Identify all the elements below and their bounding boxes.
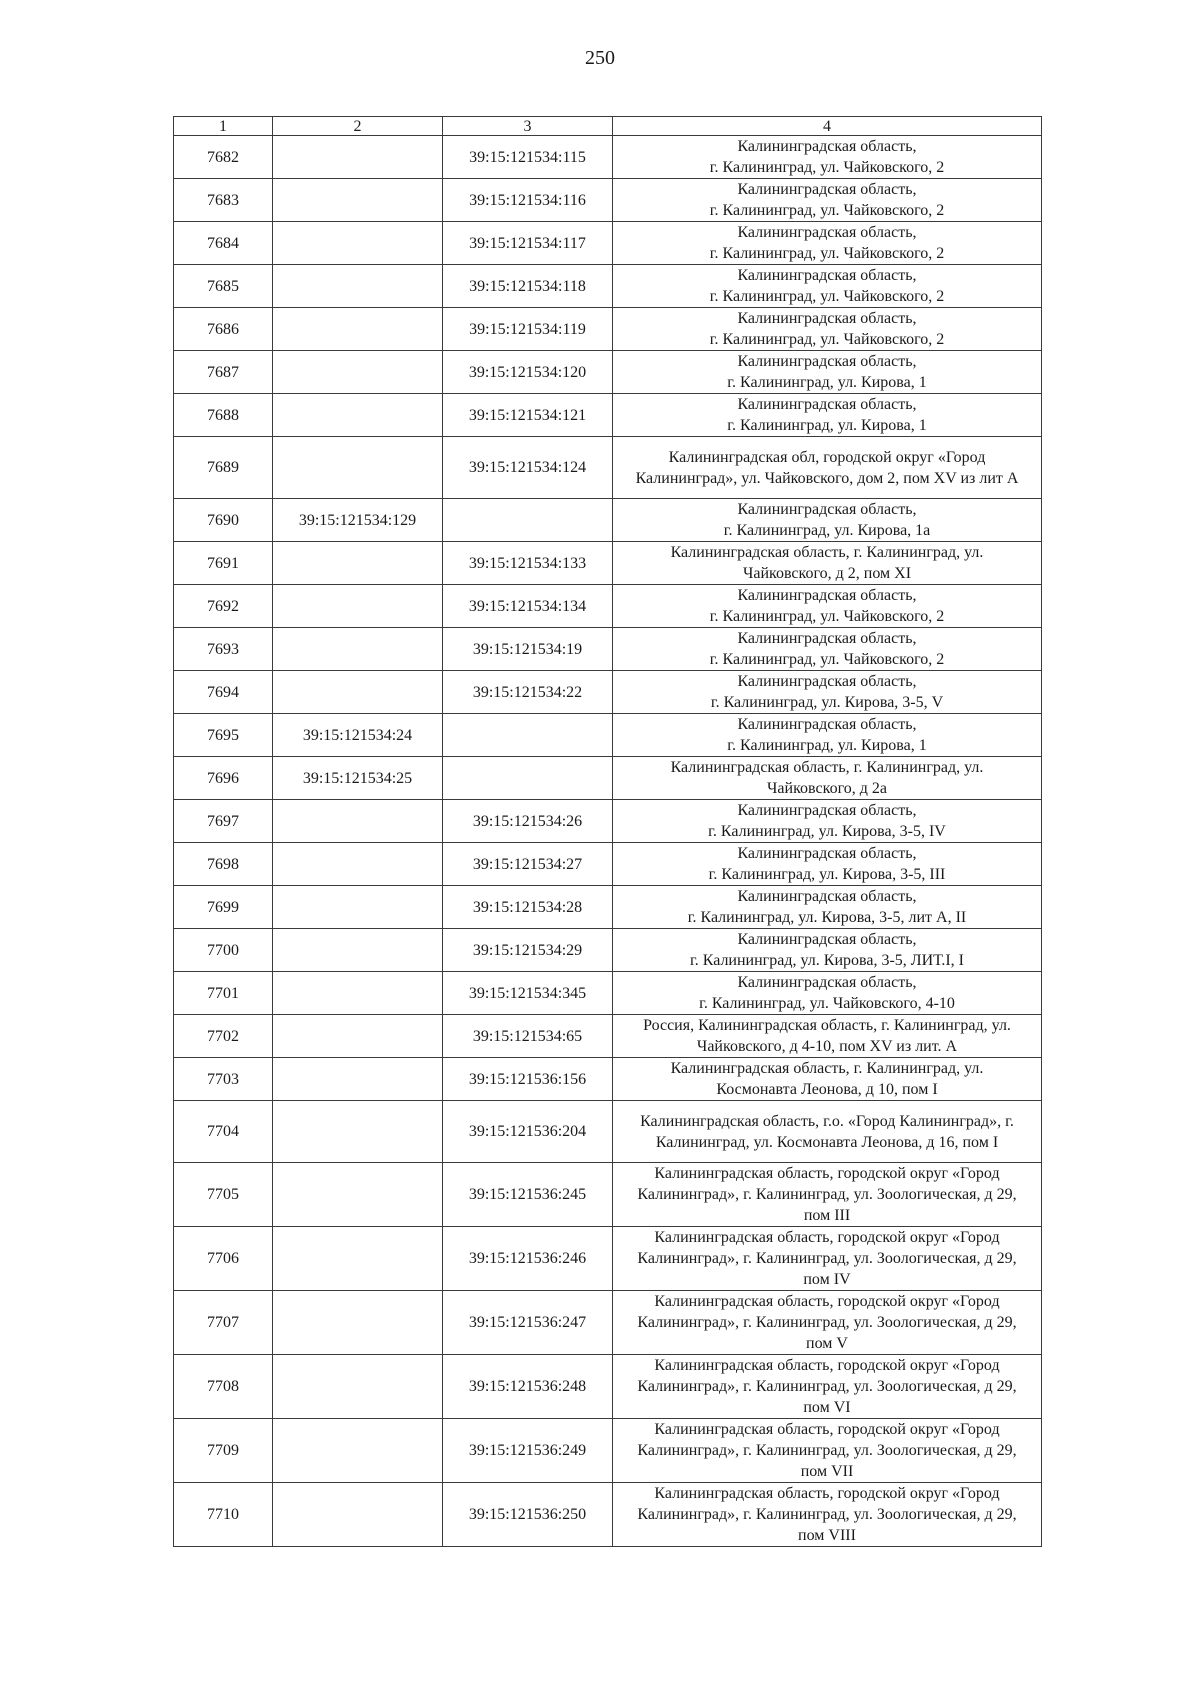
- address-line: пом VII: [800, 1463, 854, 1480]
- address-line: Калининград», г. Калининград, ул. Зоологическая, д 29,: [637, 1186, 1017, 1203]
- row-number-cell: 7694: [174, 671, 273, 714]
- column-2-cell: [273, 800, 443, 843]
- column-2-cell: [273, 671, 443, 714]
- address-line: Калининград», ул. Чайковского, дом 2, пом XV из лит А: [635, 469, 1019, 487]
- table-row: [174, 972, 1042, 1015]
- address-line: Калининградская область,: [737, 310, 917, 327]
- address-line: Калининградская область,: [737, 673, 917, 690]
- address-line: Калининградская область,: [737, 353, 917, 370]
- row-number-cell: 7708: [174, 1355, 273, 1419]
- column-2-cell: [273, 179, 443, 222]
- address-line: Калининградская область, городской округ «Город: [654, 1357, 1000, 1374]
- address-line: г. Калининград, ул. Кирова, 3-5, лит А, II: [687, 909, 967, 926]
- table-row: [174, 1163, 1042, 1227]
- cadastral-number-cell: [443, 499, 613, 542]
- cadastral-number-cell: 39:15:121534:119: [443, 308, 613, 351]
- address-cell: [613, 972, 1042, 1015]
- address-line: пом III: [803, 1207, 851, 1224]
- column-2-cell: [273, 972, 443, 1015]
- address-line: пом VI: [803, 1399, 851, 1416]
- address-line: Калининградская область,: [737, 138, 917, 155]
- column-2-cell: 39:15:121534:24: [273, 714, 443, 757]
- row-number-cell: 7684: [174, 222, 273, 265]
- address-line: г. Калининград, ул. Чайковского, 2: [709, 651, 945, 668]
- cadastral-number-cell: 39:15:121534:27: [443, 843, 613, 886]
- cadastral-number-cell: 39:15:121534:19: [443, 628, 613, 671]
- cadastral-number-cell: 39:15:121534:29: [443, 929, 613, 972]
- column-2-cell: [273, 351, 443, 394]
- address-cell: [613, 843, 1042, 886]
- cadastral-number-cell: 39:15:121534:26: [443, 800, 613, 843]
- address-cell: [613, 886, 1042, 929]
- table-row: [174, 265, 1042, 308]
- address-line: г. Калининград, ул. Кирова, 3-5, ЛИТ.I, I: [689, 952, 965, 969]
- address-line: Калининград», г. Калининград, ул. Зоологическая, д 29,: [637, 1506, 1017, 1523]
- table-row: [174, 757, 1042, 800]
- row-number-cell: 7702: [174, 1015, 273, 1058]
- address-line: Калининград», г. Калининград, ул. Зоологическая, д 29,: [637, 1378, 1017, 1395]
- address-line: Калининградская область, городской округ «Город: [654, 1229, 1000, 1246]
- address-line: Калининградская область,: [737, 931, 917, 948]
- table-row: [174, 1291, 1042, 1355]
- address-line: Калининградская область, городской округ «Город: [654, 1293, 1000, 1310]
- register-table: [173, 116, 1042, 1547]
- column-2-cell: [273, 136, 443, 179]
- address-line: Калининградская область,: [737, 974, 917, 991]
- row-number-cell: 7693: [174, 628, 273, 671]
- table-body: [174, 136, 1042, 1547]
- address-cell: [613, 929, 1042, 972]
- cadastral-number-cell: 39:15:121534:121: [443, 394, 613, 437]
- cadastral-number-cell: 39:15:121534:65: [443, 1015, 613, 1058]
- address-line: г. Калининград, ул. Кирова, 3-5, IV: [708, 823, 946, 840]
- table-row: [174, 1227, 1042, 1291]
- table-row: [174, 437, 1042, 499]
- address-line: Чайковского, д 2а: [767, 780, 887, 797]
- table-row: [174, 1355, 1042, 1419]
- cadastral-number-cell: [443, 757, 613, 800]
- table-row: [174, 843, 1042, 886]
- cadastral-number-cell: 39:15:121534:22: [443, 671, 613, 714]
- address-cell: [613, 394, 1042, 437]
- address-cell: [613, 1291, 1042, 1355]
- row-number-cell: 7683: [174, 179, 273, 222]
- row-number-cell: 7707: [174, 1291, 273, 1355]
- row-number-cell: 7697: [174, 800, 273, 843]
- address-cell: [613, 1419, 1042, 1483]
- address-line: Калининградская область, городской округ «Город: [654, 1485, 1000, 1502]
- table-header: [174, 117, 1042, 136]
- address-line: г. Калининград, ул. Чайковского, 2: [709, 608, 945, 625]
- cadastral-number-cell: 39:15:121534:124: [443, 437, 613, 499]
- address-cell: [613, 1163, 1042, 1227]
- column-2-cell: [273, 929, 443, 972]
- cadastral-number-cell: 39:15:121536:247: [443, 1291, 613, 1355]
- row-number-cell: 7686: [174, 308, 273, 351]
- row-number-cell: 7706: [174, 1227, 273, 1291]
- address-cell: [613, 265, 1042, 308]
- address-line: Калининградская область,: [737, 587, 917, 604]
- address-line: Калининградская область, г. Калининград, ул.: [670, 1060, 984, 1077]
- cadastral-number-cell: 39:15:121534:120: [443, 351, 613, 394]
- address-cell: [613, 1101, 1042, 1163]
- column-header: 1: [174, 117, 273, 136]
- address-cell: [613, 1227, 1042, 1291]
- row-number-cell: 7689: [174, 437, 273, 499]
- cadastral-number-cell: 39:15:121536:248: [443, 1355, 613, 1419]
- table-row: [174, 886, 1042, 929]
- column-2-cell: [273, 1163, 443, 1227]
- column-header: 4: [613, 117, 1042, 136]
- cadastral-number-cell: 39:15:121536:250: [443, 1483, 613, 1547]
- table-row: [174, 542, 1042, 585]
- row-number-cell: 7710: [174, 1483, 273, 1547]
- column-2-cell: [273, 222, 443, 265]
- column-2-cell: [273, 1015, 443, 1058]
- address-line: г. Калининград, ул. Чайковского, 2: [709, 288, 945, 305]
- address-line: г. Калининград, ул. Кирова, 1а: [723, 522, 931, 539]
- table-row: [174, 714, 1042, 757]
- address-cell: [613, 1015, 1042, 1058]
- address-line: г. Калининград, ул. Кирова, 3-5, V: [710, 694, 944, 711]
- address-line: Калининградская обл, городской округ «Город: [668, 448, 986, 466]
- address-cell: [613, 1355, 1042, 1419]
- row-number-cell: 7687: [174, 351, 273, 394]
- address-line: г. Калининград, ул. Кирова, 1: [727, 417, 927, 434]
- address-line: г. Калининград, ул. Чайковского, 4-10: [699, 995, 955, 1012]
- address-line: Чайковского, д 4-10, пом XV из лит. А: [696, 1038, 958, 1055]
- row-number-cell: 7692: [174, 585, 273, 628]
- column-2-cell: [273, 1355, 443, 1419]
- row-number-cell: 7699: [174, 886, 273, 929]
- row-number-cell: 7682: [174, 136, 273, 179]
- row-number-cell: 7701: [174, 972, 273, 1015]
- address-line: Калининградская область,: [737, 181, 917, 198]
- address-line: Калининград», г. Калининград, ул. Зоологическая, д 29,: [637, 1442, 1017, 1459]
- table-row: [174, 671, 1042, 714]
- address-cell: [613, 437, 1042, 499]
- column-header: 2: [273, 117, 443, 136]
- address-line: г. Калининград, ул. Кирова, 1: [727, 737, 927, 754]
- cadastral-number-cell: 39:15:121536:249: [443, 1419, 613, 1483]
- header-row: [174, 117, 1042, 136]
- column-2-cell: [273, 394, 443, 437]
- address-cell: [613, 222, 1042, 265]
- table-row: [174, 1419, 1042, 1483]
- column-2-cell: [273, 1227, 443, 1291]
- column-2-cell: 39:15:121534:129: [273, 499, 443, 542]
- address-cell: [613, 800, 1042, 843]
- address-line: Калининградская область,: [737, 630, 917, 647]
- cadastral-number-cell: 39:15:121534:115: [443, 136, 613, 179]
- row-number-cell: 7685: [174, 265, 273, 308]
- table-row: [174, 136, 1042, 179]
- column-2-cell: [273, 542, 443, 585]
- table-row: [174, 1101, 1042, 1163]
- column-2-cell: [273, 1419, 443, 1483]
- address-cell: [613, 308, 1042, 351]
- table-row: [174, 499, 1042, 542]
- table-row: [174, 179, 1042, 222]
- table-row: [174, 1058, 1042, 1101]
- address-line: Калининград, ул. Космонавта Леонова, д 16, пом I: [655, 1133, 999, 1151]
- address-line: пом VIII: [798, 1527, 856, 1544]
- row-number-cell: 7690: [174, 499, 273, 542]
- row-number-cell: 7688: [174, 394, 273, 437]
- address-line: Калининградская область,: [737, 224, 917, 241]
- address-line: Калининградская область, городской округ «Город: [654, 1421, 1000, 1438]
- address-line: пом V: [806, 1335, 848, 1352]
- row-number-cell: 7695: [174, 714, 273, 757]
- table-row: [174, 800, 1042, 843]
- cadastral-number-cell: 39:15:121534:118: [443, 265, 613, 308]
- address-line: Космонавта Леонова, д 10, пом I: [716, 1081, 938, 1098]
- cadastral-number-cell: 39:15:121536:246: [443, 1227, 613, 1291]
- address-line: Калининградская область,: [737, 396, 917, 413]
- address-line: Калининградская область,: [737, 888, 917, 905]
- address-line: Калининградская область, г. Калининград, ул.: [670, 544, 984, 561]
- table-row: [174, 585, 1042, 628]
- cadastral-number-cell: 39:15:121534:116: [443, 179, 613, 222]
- cadastral-number-cell: 39:15:121536:156: [443, 1058, 613, 1101]
- address-line: Калининградская область,: [737, 716, 917, 733]
- address-line: г. Калининград, ул. Чайковского, 2: [709, 245, 945, 262]
- column-2-cell: 39:15:121534:25: [273, 757, 443, 800]
- column-2-cell: [273, 843, 443, 886]
- row-number-cell: 7704: [174, 1101, 273, 1163]
- cadastral-number-cell: 39:15:121534:28: [443, 886, 613, 929]
- row-number-cell: 7700: [174, 929, 273, 972]
- address-cell: [613, 179, 1042, 222]
- column-2-cell: [273, 437, 443, 499]
- column-2-cell: [273, 886, 443, 929]
- cadastral-number-cell: 39:15:121534:117: [443, 222, 613, 265]
- table-row: [174, 351, 1042, 394]
- row-number-cell: 7703: [174, 1058, 273, 1101]
- address-line: Калининградская область,: [737, 267, 917, 284]
- address-line: г. Калининград, ул. Чайковского, 2: [709, 159, 945, 176]
- cadastral-number-cell: 39:15:121534:345: [443, 972, 613, 1015]
- cadastral-number-cell: 39:15:121534:134: [443, 585, 613, 628]
- address-line: Калининградская область, г.о. «Город Калининград», г.: [640, 1112, 1014, 1130]
- address-line: Чайковского, д 2, пом XI: [742, 565, 912, 582]
- page-number: 250: [585, 47, 615, 69]
- address-cell: [613, 1483, 1042, 1547]
- column-2-cell: [273, 628, 443, 671]
- address-cell: [613, 1058, 1042, 1101]
- address-cell: [613, 714, 1042, 757]
- row-number-cell: 7698: [174, 843, 273, 886]
- column-2-cell: [273, 265, 443, 308]
- address-cell: [613, 671, 1042, 714]
- table-row: [174, 929, 1042, 972]
- row-number-cell: 7709: [174, 1419, 273, 1483]
- address-line: Калининград», г. Калининград, ул. Зоологическая, д 29,: [637, 1250, 1017, 1267]
- table-row: [174, 628, 1042, 671]
- address-line: Калининградская область,: [737, 845, 917, 862]
- address-cell: [613, 351, 1042, 394]
- cadastral-number-cell: 39:15:121536:204: [443, 1101, 613, 1163]
- address-cell: [613, 499, 1042, 542]
- cadastral-number-cell: 39:15:121536:245: [443, 1163, 613, 1227]
- address-line: Калининградская область,: [737, 501, 917, 518]
- address-line: г. Калининград, ул. Чайковского, 2: [709, 202, 945, 219]
- address-line: г. Калининград, ул. Чайковского, 2: [709, 331, 945, 348]
- address-cell: [613, 585, 1042, 628]
- address-cell: [613, 757, 1042, 800]
- cadastral-number-cell: 39:15:121534:133: [443, 542, 613, 585]
- column-2-cell: [273, 1058, 443, 1101]
- address-cell: [613, 136, 1042, 179]
- column-2-cell: [273, 308, 443, 351]
- table-row: [174, 1015, 1042, 1058]
- address-cell: [613, 542, 1042, 585]
- table-row: [174, 394, 1042, 437]
- column-2-cell: [273, 1291, 443, 1355]
- column-header: 3: [443, 117, 613, 136]
- address-cell: [613, 628, 1042, 671]
- cadastral-number-cell: [443, 714, 613, 757]
- column-2-cell: [273, 1483, 443, 1547]
- table-row: [174, 308, 1042, 351]
- address-line: Калининградская область, г. Калининград, ул.: [670, 759, 984, 776]
- column-2-cell: [273, 1101, 443, 1163]
- row-number-cell: 7691: [174, 542, 273, 585]
- address-line: г. Калининград, ул. Кирова, 3-5, III: [708, 866, 946, 883]
- column-2-cell: [273, 585, 443, 628]
- address-line: Калининградская область, городской округ «Город: [654, 1165, 1000, 1182]
- table-row: [174, 1483, 1042, 1547]
- address-line: Россия, Калининградская область, г. Калининград, ул.: [643, 1017, 1011, 1034]
- address-line: г. Калининград, ул. Кирова, 1: [727, 374, 927, 391]
- address-line: Калининградская область,: [737, 802, 917, 819]
- table-row: [174, 222, 1042, 265]
- row-number-cell: 7696: [174, 757, 273, 800]
- row-number-cell: 7705: [174, 1163, 273, 1227]
- address-line: пом IV: [803, 1271, 851, 1288]
- address-line: Калининград», г. Калининград, ул. Зоологическая, д 29,: [637, 1314, 1017, 1331]
